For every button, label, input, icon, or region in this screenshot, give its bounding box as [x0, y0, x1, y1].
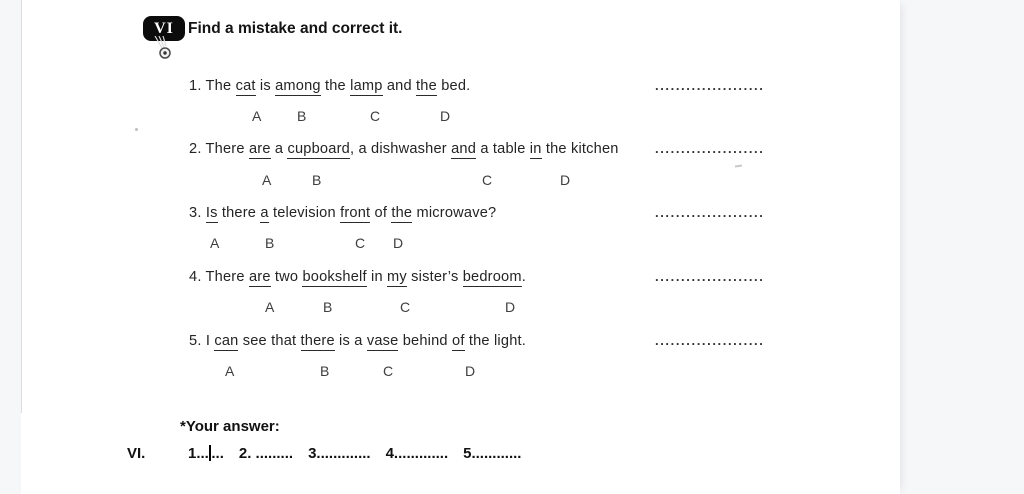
question-text-segment: the kitchen	[541, 141, 619, 157]
question-text-segment: is a	[334, 333, 367, 349]
answer-item-5[interactable]: 5............	[463, 445, 522, 462]
your-answer-label: *Your answer:	[180, 418, 280, 435]
question-4-option-letter-a: A	[265, 299, 275, 315]
section-number: VI.	[127, 445, 146, 462]
question-5-text	[189, 333, 526, 349]
scan-speck	[735, 165, 742, 168]
section-badge: VI	[143, 16, 185, 41]
question-4-text	[189, 269, 526, 285]
question-text-segment: is	[255, 78, 276, 94]
question-4-option-letter-d: D	[505, 299, 516, 315]
scan-speck	[135, 128, 138, 131]
question-3-option-letter-a: A	[210, 235, 220, 251]
question-text-segment: 5. I	[189, 333, 215, 349]
document-page	[21, 0, 900, 494]
question-text-segment: microwave?	[412, 205, 497, 221]
question-text-segment: a table	[476, 141, 530, 157]
question-text-segment: bed.	[436, 78, 471, 94]
question-text-segment: , a dishwasher	[349, 141, 452, 157]
question-5-option-letter-d: D	[465, 363, 476, 379]
question-1-option-letter-d: D	[440, 108, 451, 124]
question-text-segment: the light.	[464, 333, 527, 349]
question-1-option-letter-a: A	[252, 108, 262, 124]
question-5-option-letter-a: A	[225, 363, 235, 379]
underlined-word: are	[248, 141, 271, 157]
underlined-word: there	[300, 333, 335, 349]
question-text-segment: television	[268, 205, 341, 221]
underlined-word: in	[529, 141, 542, 157]
question-text-segment: and	[382, 78, 417, 94]
scan-page-edge	[21, 0, 22, 413]
underlined-word: the	[391, 205, 413, 221]
question-3-option-letter-d: D	[393, 235, 404, 251]
question-text-segment: two	[270, 269, 303, 285]
question-1-option-letter-b: B	[297, 108, 307, 124]
question-5-option-letter-c: C	[383, 363, 394, 379]
question-1-text	[189, 78, 470, 94]
underlined-word: bookshelf	[302, 269, 367, 285]
underlined-word: cat	[235, 78, 256, 94]
question-2-text	[189, 141, 619, 157]
underlined-word: of	[452, 333, 465, 349]
question-text-segment: see that	[238, 333, 301, 349]
answer-text-after-caret: ...	[211, 445, 224, 462]
question-text-segment: 3.	[189, 205, 206, 221]
question-text-segment: there	[217, 205, 261, 221]
question-2-option-letter-d: D	[560, 172, 571, 188]
answer-item-2[interactable]: 2. .........	[238, 445, 294, 462]
underlined-word: lamp	[350, 78, 383, 94]
question-2-option-letter-b: B	[312, 172, 322, 188]
underlined-word: front	[340, 205, 371, 221]
answer-item-1[interactable]	[188, 445, 224, 462]
question-2-option-letter-c: C	[482, 172, 493, 188]
question-text-segment: 4. There	[189, 269, 249, 285]
underlined-word: a	[260, 205, 269, 221]
underlined-word: my	[387, 269, 407, 285]
question-text-segment: the	[320, 78, 351, 94]
answer-item-4[interactable]: 4.............	[385, 445, 449, 462]
exercise-title: Find a mistake and correct it.	[188, 20, 403, 37]
question-text-segment: of	[370, 205, 392, 221]
underlined-word: the	[416, 78, 437, 94]
question-text-segment: sister’s	[406, 269, 463, 285]
answer-dotted-line: .....................	[655, 205, 765, 220]
underlined-word: and	[451, 141, 477, 157]
answer-dotted-line: .....................	[655, 333, 765, 348]
question-2-option-letter-a: A	[262, 172, 272, 188]
question-4-option-letter-c: C	[400, 299, 411, 315]
cursor-artifact-icon	[149, 36, 183, 66]
question-3-option-letter-c: C	[355, 235, 366, 251]
answer-line[interactable]	[188, 445, 536, 462]
underlined-word: among	[275, 78, 321, 94]
question-text-segment: 1. The	[189, 78, 236, 94]
question-text-segment: a	[270, 141, 288, 157]
question-text-segment: behind	[398, 333, 453, 349]
question-3-option-letter-b: B	[265, 235, 275, 251]
answer-dotted-line: .....................	[655, 141, 765, 156]
underlined-word: can	[214, 333, 239, 349]
underlined-word: cupboard	[287, 141, 350, 157]
question-text-segment: 2. There	[189, 141, 249, 157]
question-4-option-letter-b: B	[323, 299, 333, 315]
answer-item-3[interactable]: 3.............	[308, 445, 371, 462]
underlined-word: vase	[366, 333, 399, 349]
underlined-word: are	[248, 269, 271, 285]
underlined-word: Is	[205, 205, 218, 221]
underlined-word: bedroom	[462, 269, 522, 285]
question-1-option-letter-c: C	[370, 108, 381, 124]
question-3-text	[189, 205, 496, 221]
question-5-option-letter-b: B	[320, 363, 330, 379]
question-text-segment: .	[521, 269, 526, 285]
answer-text-before-caret: 1...	[188, 445, 209, 462]
answer-dotted-line: .....................	[655, 269, 765, 284]
answer-dotted-line: .....................	[655, 78, 765, 93]
question-text-segment: in	[366, 269, 388, 285]
